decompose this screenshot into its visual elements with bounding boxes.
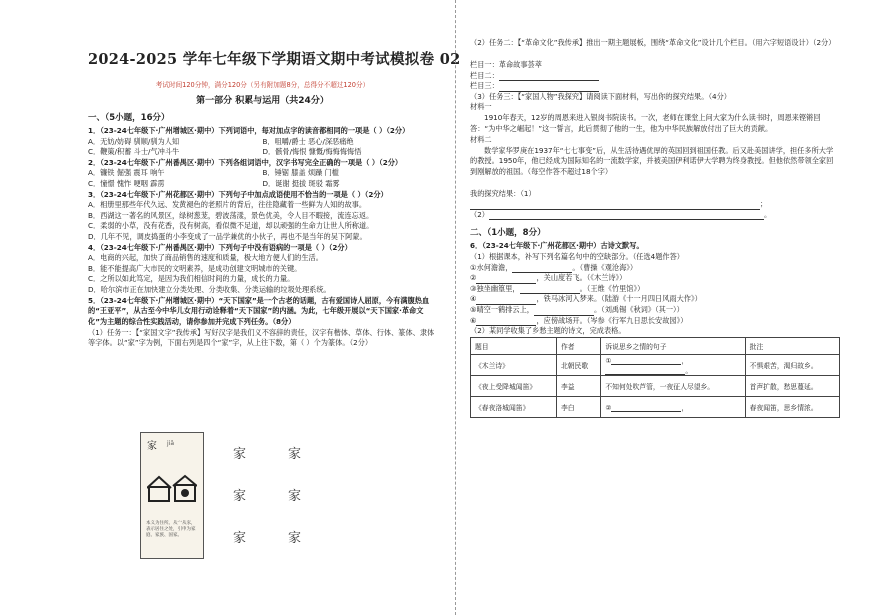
table-header-row <box>471 337 840 354</box>
question-6-part-1: （1）根据课本，补写下列名篇名句中的空缺部分。（任选4题作答） <box>470 251 684 261</box>
exam-meta: 考试时间120分钟，满分120分（另有附加题8分，总得分不超过120分） <box>155 81 370 89</box>
question-5-task-1: （1）任务一：【“家国文字”我传承】写好汉字是我们义不容辞的责任，汉字有楷体、草体、行体、篆体、隶体等字体。以“家”字为例，下面右列是四个“家”字，从上往下数，第（ ）个为篆体。（2分） <box>88 327 435 348</box>
q2-option-a: A．镰铁 倔强 震耳 响午 <box>88 168 165 178</box>
column-label-1: 栏目一：革命故事荟萃 <box>470 60 542 69</box>
section-one-heading: 一、（5小题，16分） <box>88 113 170 123</box>
blank[interactable] <box>605 374 685 375</box>
table-cell: 春夜闻笛，思乡情浓。 <box>745 396 839 417</box>
q3-option-b: B．西湖这一著名的风景区，绿树葱茏，碧波荡漾，景色优美，令人目不暇接，流连忘返。 <box>88 210 374 220</box>
recite-line-5: ⑤晴空一鹤排云上， 。（刘禹锡《秋词》（其一）） <box>470 304 684 314</box>
jia-form-2: 家 <box>232 488 246 504</box>
table-header: 批注 <box>745 337 839 354</box>
result-line-2: （2） 。 <box>470 209 772 219</box>
table-cell: 不知何处吹芦管，一夜征人尽望乡。 <box>601 375 745 396</box>
part-heading: 第一部分 积累与运用（共24分） <box>196 96 329 106</box>
table-cell: 《夜上受降城闻笛》 <box>471 375 557 396</box>
question-2: 2．（23-24七年级下·广州番禺区·期中）下列各组词语中，汉字书写完全正确的一项是（ ）（2分） <box>88 157 403 167</box>
q1-options-row2 <box>88 147 437 158</box>
q1-option-a: A．无妨/妨碍 驯顺/驯为人知 <box>88 136 180 146</box>
section-two-heading: 二、（1小题，8分） <box>470 228 546 239</box>
q4-option-b: B．能不能提高广大市民的文明素养，是成功创建文明城市的关键。 <box>88 263 302 273</box>
q2-option-c: C．憧憬 愧怍 哽咽 霹雳 <box>88 178 165 188</box>
question-6: 6．（23-24七年级下·广州花都区·期中）古诗文默写。 <box>470 241 644 251</box>
q1-options-row1 <box>88 137 437 148</box>
question-5-task-2: （2）任务二：【“革命文化”我传承】推出一期主题展板，围绕“革命文化”设计几个栏目。（用六字短语设计）（2分） <box>470 38 836 47</box>
table-header: 作者 <box>557 337 601 354</box>
right-column <box>455 0 870 615</box>
table-cell: ① ， 。 <box>601 354 745 375</box>
result-line-1: ； <box>470 199 840 210</box>
blank[interactable] <box>611 364 681 365</box>
q4-option-a: A．电商的兴起，加快了商品销售的速度和质量，极大地方便人们的生活。 <box>88 253 323 263</box>
table-cell: 李益 <box>557 375 601 396</box>
answer-line[interactable] <box>489 219 764 220</box>
question-5: 5．（23-24七年级下·广州增城区·期中）“天下国家”是一个古老的话题，古有爱国诗人屈原，今有满腹热血的“王亚平”，从古至今中华儿女用行动诠释着“天下国家”的内涵。为此，七年级开展以“天下国家·革命文化”为主题的综合性实践活动，请你参加并完成下列任务。（8分） <box>88 295 430 326</box>
column-label-3: 栏目三： <box>470 81 840 92</box>
card-character: 家 <box>147 441 157 452</box>
table-header: 诉说思乡之情的句子 <box>601 337 745 354</box>
jia-form-3: 家 <box>232 530 246 546</box>
q1-option-d: D．骸骨/悔恨 慷慨/悔悔悔悔悟 <box>262 147 362 157</box>
question-6-part-2: （2）某同学收集了乡愁主题的诗文，完成表格。 <box>470 326 626 336</box>
recite-line-4: ④ ，铁马冰河入梦来。（陆游《十一月四日风雨大作》） <box>470 294 702 304</box>
house-pig-icon <box>147 473 197 503</box>
q2-options-row2 <box>88 179 437 190</box>
table-cell: 《木兰诗》 <box>471 354 557 375</box>
table-row <box>471 375 840 396</box>
q1-option-b: B．咀嚼/爵士 恶心/深恶痛绝 <box>262 136 354 146</box>
material-1-label: 材料一 <box>470 102 492 112</box>
table-cell: 李白 <box>557 396 601 417</box>
blank[interactable] <box>611 411 681 412</box>
table-cell: ② ， <box>601 396 745 417</box>
recite-line-1: ①水何澹澹， 。（曹操《观沧海》） <box>470 262 638 272</box>
jia-script-forms <box>212 432 322 557</box>
column-label-2: 栏目二： <box>470 71 840 82</box>
table-row <box>471 354 840 375</box>
table-row <box>471 396 840 417</box>
material-2-text: 数学家华罗庚在1937年“七七事变”后，从生活待遇优厚的英国回到祖国任教。后又赴美国讲学，担任多所大学的教授。1950年，他已经成为国际知名的一流数学家，并被美国伊利诺伊大学聘为终身教授。但他依然带领全家回到刚解放的祖国。（每空作答不超过18个字） <box>470 145 834 176</box>
q2-options-row1 <box>88 168 437 179</box>
jia-form-4: 家 <box>287 447 301 463</box>
q4-option-d: D．哈尔滨市正在加快建立分类处理、分类收集、分类运输的垃圾处理系统。 <box>88 284 331 294</box>
recite-line-2: ② ，关山度若飞。（《木兰诗》） <box>470 273 627 283</box>
result-label: 我的探究结果：（1） <box>470 188 536 198</box>
jia-form-6: 家 <box>287 530 301 546</box>
jia-illustration <box>140 432 325 557</box>
table-cell: 北朝民歌 <box>557 354 601 375</box>
table-cell: 《春夜洛城闻笛》 <box>471 396 557 417</box>
jia-card <box>140 432 204 559</box>
jia-form-1: 家 <box>232 447 246 463</box>
material-1-text: 1910年春天，12岁的周恩来进入银岗书院读书。一次，老师在课堂上问大家为什么读书时，周恩来铿锵回答：“为中华之崛起！”这一誓言，此后贯彻了他的一生，他为中华民族解放付出了巨大的贡献。 <box>470 112 821 133</box>
page-title: 2024-2025 学年七年级下学期语文期中考试模拟卷 02 <box>88 51 461 68</box>
recite-line-3: ③独坐幽篁里， 。（王维《竹里馆》） <box>470 283 645 293</box>
q3-option-c: C．柔弱的小草，没有花香，没有树高，看似微不足道，却以顽强的生命力让世人所称道。 <box>88 221 374 231</box>
question-4: 4．（23-24七年级下·广州番禺区·期中）下列句子中没有语病的一项是（ ）（2分） <box>88 242 352 252</box>
question-5-task-3: （3）任务三：【“家国人物”我探究】请阅读下面材料，写出你的探究结果。（4分） <box>470 91 731 101</box>
table-header: 题目 <box>471 337 557 354</box>
q2-option-b: B．锤锯 膝盖 烦躁 门槛 <box>262 168 339 178</box>
question-1: 1．（23-24七年级下·广州增城区·期中）下列词语中，每对加点字的读音都相同的一项是（ ）（2分） <box>88 126 410 135</box>
q4-option-c: C．之所以如此笃定，是因为我们相信时间的力量，成长的力量。 <box>88 274 295 284</box>
table-cell: 首声扩散，愁思蔓延。 <box>745 375 839 396</box>
table-cell: 不惧艰苦，渴归故乡。 <box>745 354 839 375</box>
q2-option-d: D．诞谢 挺拔 斑驳 霜雾 <box>262 178 340 188</box>
recite-line-6: ⑥ ，应傍战场开。（岑参《行军九日思长安故园》） <box>470 315 688 325</box>
card-pinyin: jiā <box>167 440 175 447</box>
q3-option-a: A．相册里那些年代久远、发黄褪色的老照片的背后，往往隐藏着一些鲜为人知的故事。 <box>88 200 367 210</box>
q1-option-c: C．鞭策/积蓄 斗士/气冲斗牛 <box>88 147 180 157</box>
question-3: 3．（23-24七年级下·广州花都区·期中）下列句子中加点成语使用不恰当的一项是（ ）（2分） <box>88 189 388 199</box>
card-note: 本义为住所。从宀从豕，表示居住之处，引申为家庭、家族、国家。 <box>146 521 196 538</box>
q3-option-d: D．几年不见，调皮捣蛋的小李变成了一品学兼优的小伙子，再也不是当年的吴下阿蒙。 <box>88 231 367 241</box>
homesick-poem-table <box>470 337 840 418</box>
material-2-label: 材料二 <box>470 134 492 144</box>
jia-form-5: 家 <box>287 488 301 504</box>
